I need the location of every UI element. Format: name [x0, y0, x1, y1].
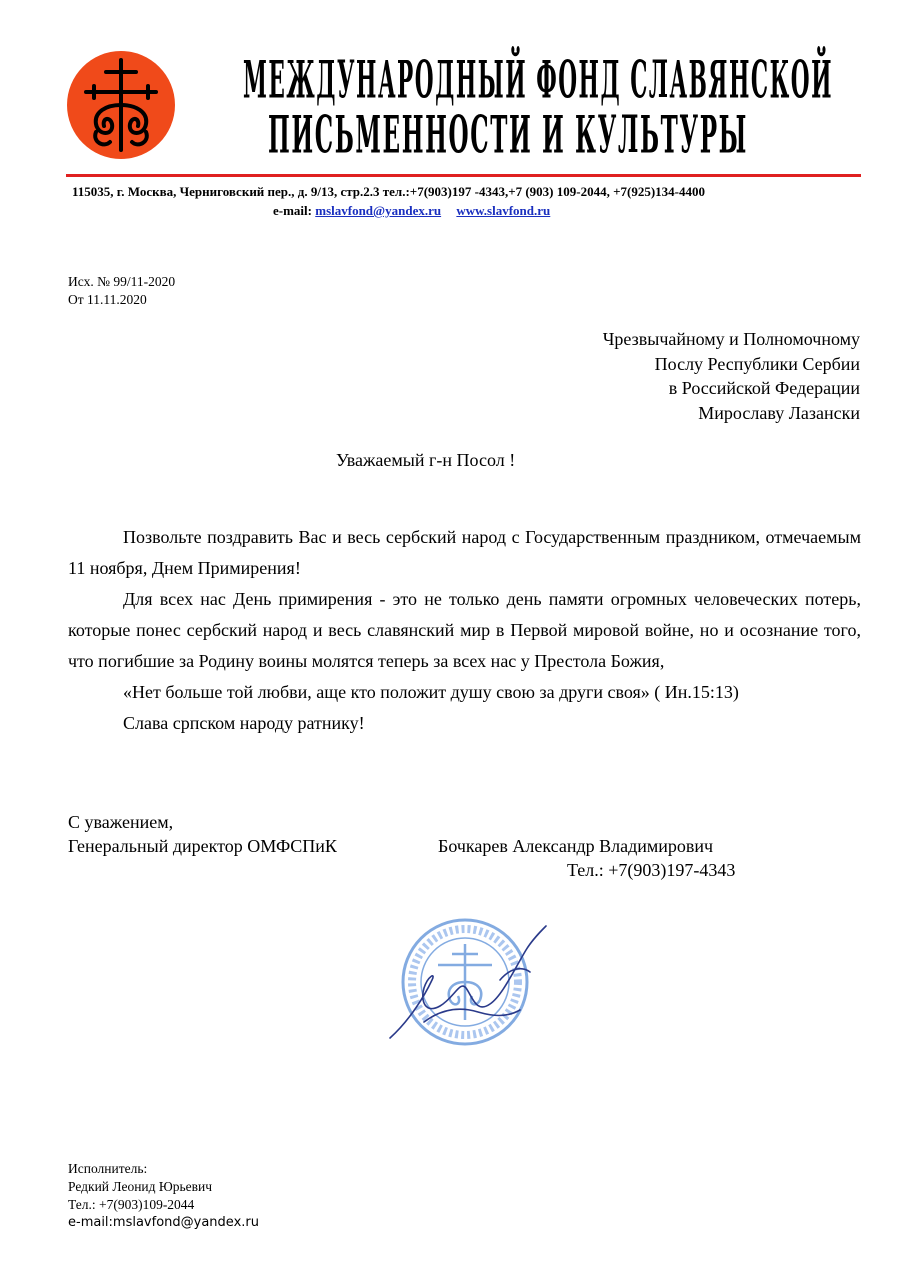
foundation-logo-icon — [66, 50, 176, 160]
addressee-block — [603, 327, 860, 425]
signer-phone: Тел.: +7(903)197-4343 — [567, 860, 736, 880]
signer-name: Бочкарев Александр Владимирович — [438, 836, 714, 856]
body-paragraph: Позвольте поздравить Вас и весь сербский народ с Государственным праздником, отмечаемым 11 ноября, Днем Примирения! — [68, 527, 861, 578]
executor-email: e-mail:mslavfond@yandex.ru — [68, 1215, 259, 1230]
stamp-signature-icon — [380, 910, 555, 1060]
salutation: Уважаемый г-н Посол ! — [336, 450, 516, 470]
header-divider — [66, 174, 861, 177]
addressee-line: Послу Республики Сербии — [654, 353, 860, 374]
executor-name: Редкий Леонид Юрьевич — [68, 1179, 213, 1194]
executor-label: Исполнитель: — [68, 1161, 148, 1176]
executor-phone: Тел.: +7(903)109-2044 — [68, 1197, 195, 1212]
body-paragraph: Слава српском народу ратнику! — [123, 713, 365, 733]
signer-position: Генеральный директор ОМФСПиК — [68, 836, 337, 856]
body-paragraph: Для всех нас День примирения - это не только день памяти огромных человеческих потерь, которые понес сербский народ и весь славянский мир в Первой мировой войне, но и осознание того, что погибшие за Родину воины молятся теперь за всех нас у Престола Божия, — [68, 589, 861, 671]
organization-contacts — [273, 203, 550, 219]
letter-body — [68, 522, 861, 739]
organization-title-line1: МЕЖДУНАРОДНЫЙ ФОНД СЛАВЯНСКОЙ — [243, 50, 833, 111]
email-label: e-mail: — [273, 203, 312, 218]
letter-date: От 11.11.2020 — [68, 292, 147, 307]
addressee-line: Мирославу Лазански — [698, 402, 860, 423]
organization-address: 115035, г. Москва, Черниговский пер., д. 9/13, стр.2.3 тел.:+7(903)197 -4343,+7 (903) 109-2044, +7(925)134-4400 — [72, 184, 705, 199]
outgoing-number: Исх. № 99/11-2020 — [68, 274, 176, 289]
organization-title-line2: ПИСЬМЕННОСТИ И КУЛЬТУРЫ — [268, 105, 748, 166]
closing-regards: С уважением, — [68, 812, 174, 832]
addressee-line: Чрезвычайному и Полномочному — [602, 329, 860, 349]
body-paragraph: «Нет больше той любви, аще кто положит душу свою за други своя» ( Ин.15:13) — [123, 682, 739, 702]
website-link[interactable]: www.slavfond.ru — [456, 203, 551, 218]
addressee-line: в Российской Федерации — [668, 378, 860, 398]
email-link[interactable]: mslavfond@yandex.ru — [315, 203, 442, 218]
